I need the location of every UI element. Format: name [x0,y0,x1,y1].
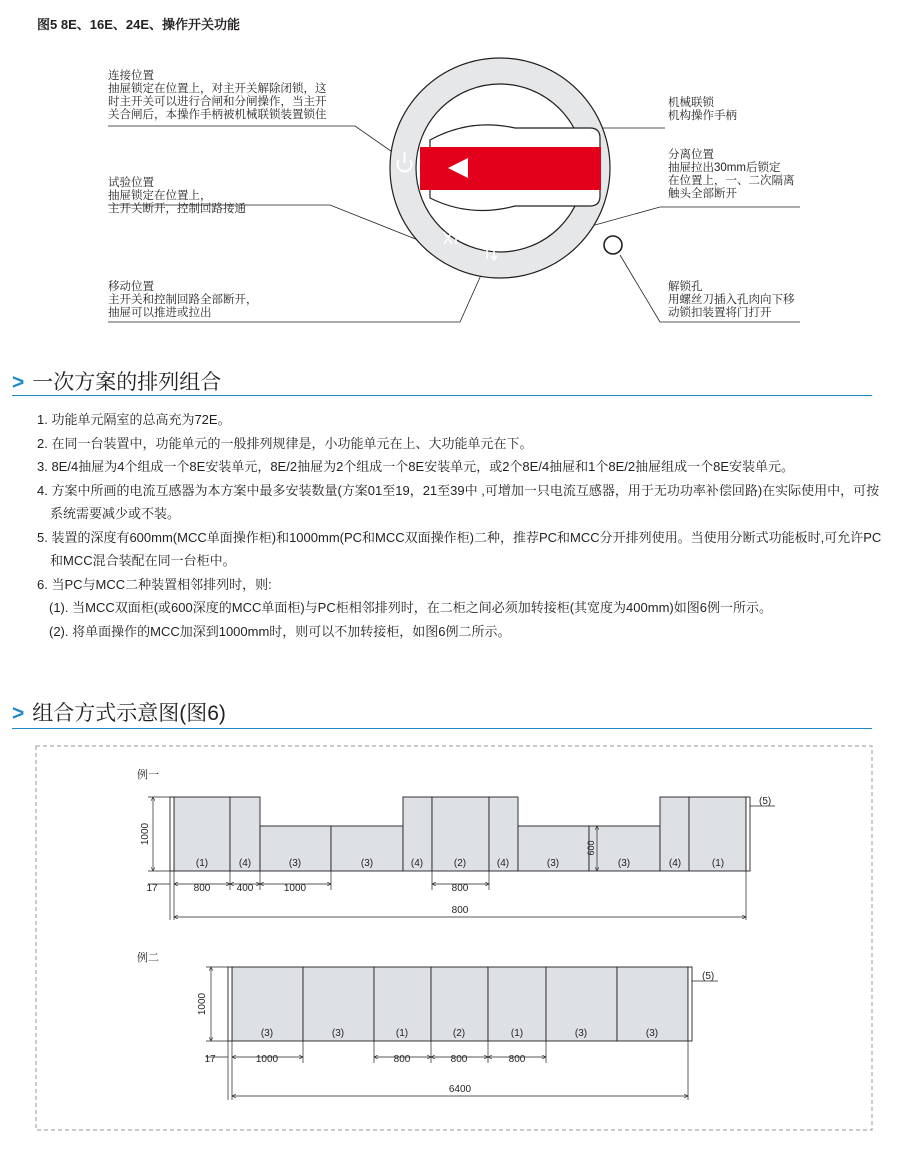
width-label: 800 [451,883,469,894]
width-label: 800 [450,1054,468,1065]
list-item: 6. 当PC与MCC二种装置相邻排列时，则: [37,576,272,592]
cabinet-label: (1) [195,858,209,869]
separate-position-line: 在位置上，一、二次隔离 [668,175,795,187]
separate-position-title: 分离位置 [668,149,714,161]
separate-position-line: 触头全部断开 [668,188,737,200]
side-label: (5) [759,796,772,807]
example2-height-dim [206,967,228,1041]
total-width-label: 6400 [448,1084,472,1095]
list-item: 1. 功能单元隔室的总高充为72E。 [37,412,231,427]
cabinet-label: (3) [617,858,631,869]
interlock-line: 机构操作手柄 [668,110,737,122]
end-plate-right [746,797,750,871]
section-title: 一次方案的排列组合 [32,371,222,394]
height-label: 1000 [197,992,208,1016]
width-label: 800 [193,883,211,894]
list-item: 3. 8E/4抽屉为4个组成一个8E安装单元，8E/2抽屉为2个组成一个8E安装单元，或2个8E/4抽屉和1个8E/2抽屉组成一个8E安装单元。 [37,459,795,474]
move-position-line: 主开关和控制回路全部断开， [108,294,258,306]
connect-position-line: 时主开关可以进行合闸和分闸操作，当主开 [108,96,327,108]
connect-position-title: 连接位置 [108,70,154,82]
cabinet-label: (3) [288,858,302,869]
width-label: 800 [393,1054,411,1065]
cabinet-label: (2) [452,1028,466,1039]
unlock-hole-line: 用螺丝刀插入孔肉向下移 [668,294,795,306]
move-position-title: 移动位置 [108,281,154,293]
figure5-caption: 图5 8E、16E、24E、操作开关功能 [37,17,241,32]
end-plate-right [688,967,692,1041]
cabinet-label: (1) [395,1028,409,1039]
section-title: 组合方式示意图(图6) [32,702,226,725]
end-plate-left [228,967,232,1041]
example2-width-dims [206,1041,688,1100]
cabinet-label: (4) [668,858,682,869]
width-label: 1000 [283,883,307,894]
total-width-label: 800 [451,905,469,916]
cabinet-label: (1) [510,1028,524,1039]
cabinet-label: (3) [574,1028,588,1039]
width-label: 800 [508,1054,526,1065]
end-width-label: 17 [204,1054,216,1065]
example1-height-dim [148,797,170,871]
width-label: 1000 [255,1054,279,1065]
connect-position-line: 抽屉锁定在位置上，对主开关解除闭锁，这 [108,83,327,95]
list-item: 5. 装置的深度有600mm(MCC单面操作柜)和1000mm(PC和MCC双面操作柜)二种，推荐PC和MCC分开排列使用。当使用分断式功能板时,可允许PC和MCC混合装配在同一台柜中。 [37,529,882,568]
cabinet-label: (2) [453,858,467,869]
chevron-right-icon: > [12,371,25,394]
cabinet-label: (1) [711,858,725,869]
list-sub-item: (1). 当MCC双面柜(或600深度的MCC单面柜)与PC柜相邻排列时，在二柜之间必须加转接柜(其宽度为400mm)如图6例一所示。 [49,600,772,615]
cabinet-label: (3) [260,1028,274,1039]
cabinet-label: (3) [645,1028,659,1039]
test-position-line: 主开关断开，控制回路接通 [108,203,246,215]
example1-width-dims [148,871,746,920]
end-width-label: 17 [146,883,158,894]
separate-position-line: 抽屉拉出30mm后锁定 [668,162,781,174]
move-position-line: 抽屉可以推进或拉出 [108,307,212,319]
test-position-line: 抽屉锁定在位置上， [108,190,212,202]
list-item: 4. 方案中所画的电流互感器为本方案中最多安装数量(方案01至19，21至39中 ,可增加一只电流互感器，用于无功功率补偿回路)在实际使用中，可按系统需要减少或不装。 [37,482,880,521]
depth600-label: 600 [586,840,596,856]
cabinet-label: (3) [331,1028,345,1039]
test-position-title: 试验位置 [108,177,154,189]
side-label: (5) [702,971,715,982]
cabinet-label: (4) [238,858,252,869]
unlock-hole-line: 动锁扣装置将门打开 [668,307,772,319]
cabinet-label: (4) [410,858,424,869]
example1-label: 例一 [137,769,159,781]
cabinet-label: (3) [360,858,374,869]
height-label: 1000 [140,822,151,846]
list-item: 2. 在同一台装置中，功能单元的一般排列规律是，小功能单元在上、大功能单元在下。 [37,435,533,451]
interlock-title: 机械联锁 [668,97,714,109]
unlock-hole-title: 解锁孔 [668,281,703,293]
chevron-right-icon: > [12,702,25,725]
cabinet-label: (4) [496,858,510,869]
example2-label: 例二 [137,952,159,964]
end-plate-left [170,797,174,871]
width-label: 400 [236,883,254,894]
list-sub-item: (2). 将单面操作的MCC加深到1000mm时，则可以不加转接柜，如图6例二所示。 [49,623,511,639]
connect-position-line: 关合闸后，本操作手柄被机械联锁装置锁住 [108,109,327,121]
cabinet-label: (3) [546,858,560,869]
